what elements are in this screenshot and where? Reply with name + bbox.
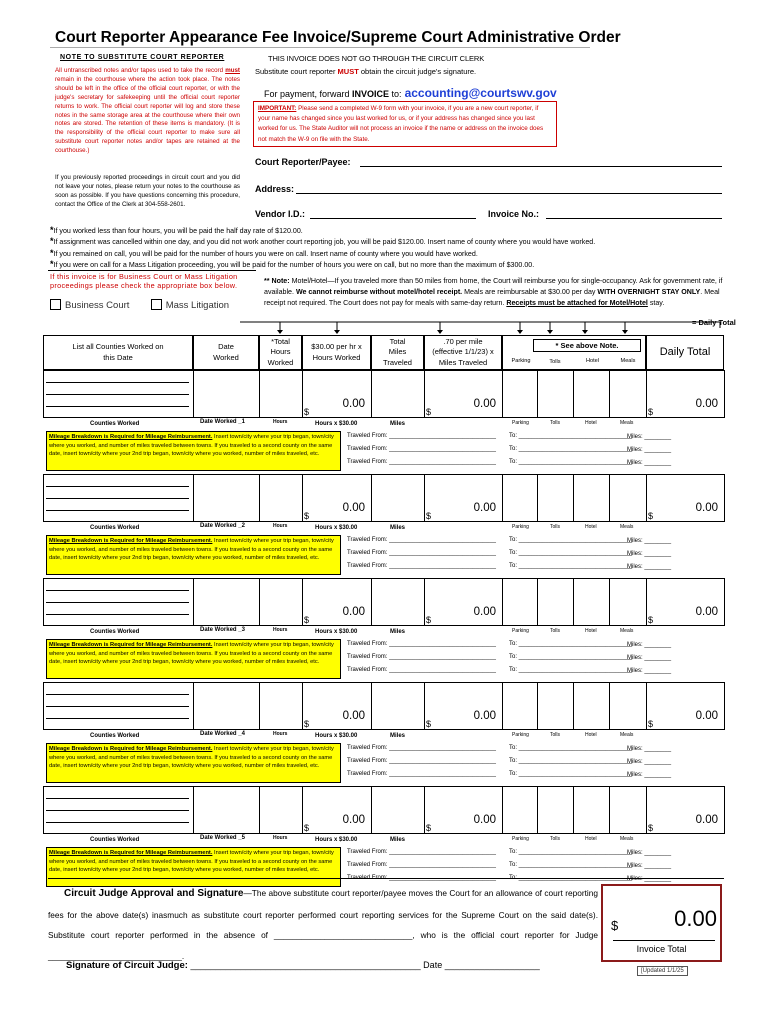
to-field[interactable]: To: __________________________________: [509, 758, 633, 764]
entry-cell[interactable]: [302, 474, 372, 522]
traveled-from-field[interactable]: Traveled From: ________________________________: [347, 654, 496, 660]
star-note-3: *If you remained on call, you will be paid for the number of hours you were on call. Insert name of county where you would have worked.: [50, 247, 478, 258]
entry-cell[interactable]: [537, 474, 574, 522]
entry-cell[interactable]: [302, 682, 372, 730]
entry-cell[interactable]: [302, 578, 372, 626]
mileage-breakdown-note: Mileage Breakdown is Required for Mileage Reimbursement. Insert town/city where your trip began, town/city where you worked, and number of miles traveled between towns. If you traveled to a second county on the same date, insert town/city where your 2nd trip began, town/city where you worked, number of miles traveled, etc.: [46, 639, 341, 679]
caption-hours: Hours: [273, 731, 288, 737]
county-line[interactable]: [46, 510, 189, 511]
caption-counties: Counties Worked: [90, 837, 140, 843]
entry-cell[interactable]: [424, 578, 503, 626]
miles-field[interactable]: Miles: ________: [627, 772, 672, 778]
dollar-sign: $: [304, 511, 310, 521]
miles-field[interactable]: Miles: ________: [627, 668, 672, 674]
caption-hours: Hours: [273, 835, 288, 841]
miles-field[interactable]: Miles: ________: [627, 538, 672, 544]
forward-instruction: For payment, forward INVOICE to: accounting@courtswv.gov: [264, 86, 557, 100]
header-hotel: Hotel: [585, 358, 600, 364]
entry-cell[interactable]: [193, 682, 260, 730]
caption-miles: Miles: [390, 629, 406, 635]
header-parking: Parking: [511, 358, 531, 364]
caption-meals: Meals: [620, 732, 634, 738]
county-line[interactable]: [46, 602, 189, 603]
motel-note: ** Note: Motel/Hotel—If you traveled more than 50 miles from home, the Court will reimburse you for single-occupancy. Ask for government rate, if available. We cannot reimburse without motel/hotel receipt. Meals are reimbursable at $30.00 per day WITH OVERNIGHT STAY ONLY. Meal receipt not required. The Court does not pay for meals with same-day return. Receipts must be attached for Motel/Hotel stay.: [264, 277, 723, 307]
entry-cell[interactable]: [646, 786, 725, 834]
entry-cell[interactable]: [609, 682, 647, 730]
dollar-sign: $: [648, 407, 654, 417]
caption-date: Date Worked _1: [200, 419, 245, 425]
caption-parking: Parking: [512, 836, 529, 842]
traveled-from-field[interactable]: Traveled From: ________________________________: [347, 550, 496, 556]
entry-cell[interactable]: [302, 370, 372, 418]
star-note-4: *If you were on call for a Mass Litigation proceeding, you will be paid for the number of hours you were on call, but no more than the maximum of $300.00.: [50, 258, 535, 269]
amount-value: 0.00: [342, 606, 365, 618]
miles-field[interactable]: Miles: ________: [627, 460, 672, 466]
to-field[interactable]: To: __________________________________: [509, 459, 633, 465]
traveled-from-field[interactable]: Traveled From: ________________________________: [347, 563, 496, 569]
caption-hours-x: Hours x $30.00: [315, 733, 358, 739]
caption-meals: Meals: [620, 836, 634, 842]
amount-value: 0.00: [473, 502, 496, 514]
county-line[interactable]: [46, 394, 189, 395]
star-note-2: *If assignment was cancelled within one day, and you did not work another court reporting job, you will be paid $120.00. Insert name of county where you would have worked.: [50, 236, 596, 247]
header-daily-total: Daily Total: [646, 335, 724, 370]
vendor-label: Vendor I.D.:: [255, 209, 306, 219]
dollar-sign: $: [304, 615, 310, 625]
total-underline: [613, 940, 715, 941]
traveled-from-field[interactable]: Traveled From: ________________________________: [347, 862, 496, 868]
header-meals: Meals: [620, 358, 636, 364]
entry-cell[interactable]: [609, 474, 647, 522]
entry-cell[interactable]: [193, 474, 260, 522]
amount-value: 0.00: [342, 710, 365, 722]
caption-parking: Parking: [512, 628, 529, 634]
caption-hotel: Hotel: [585, 524, 597, 530]
to-field[interactable]: To: __________________________________: [509, 563, 633, 569]
entry-cell[interactable]: [259, 370, 303, 418]
caption-date: Date Worked _4: [200, 731, 245, 737]
dollar-sign: $: [648, 615, 654, 625]
entry-cell[interactable]: [502, 578, 538, 626]
county-line[interactable]: [46, 498, 189, 499]
miles-field[interactable]: Miles: ________: [627, 551, 672, 557]
entry-cell[interactable]: [259, 682, 303, 730]
caption-hotel: Hotel: [585, 628, 597, 634]
mileage-breakdown-note: Mileage Breakdown is Required for Mileage Reimbursement. Insert town/city where your trip began, town/city where you worked, and number of miles traveled between towns. If you traveled to a second county on the same date, insert town/city where your 2nd trip began, town/city where you worked, number of miles traveled, etc.: [46, 535, 341, 575]
caption-counties: Counties Worked: [90, 421, 140, 427]
entry-cell[interactable]: [371, 682, 425, 730]
caption-hours-x: Hours x $30.00: [315, 629, 358, 635]
caption-counties: Counties Worked: [90, 733, 140, 739]
traveled-from-field[interactable]: Traveled From: ________________________________: [347, 667, 496, 673]
entry-cell[interactable]: [371, 370, 425, 418]
entry-cell[interactable]: [502, 786, 538, 834]
dollar-sign: $: [304, 823, 310, 833]
notes-retention-text: All untranscribed notes and/or tapes used to take the record must remain in the courthouse where the action took place. The notes should be left in the office of the official court reporter, or with the judge's secretary for safekeeping until the official court reporter returns to work. The official court reporter will log and store these notes in the same storage area at the courthouse where their own notes are stored. The retention of these items is mandatory. (It is the responsibility of the official court reporter to make sure all substitute court reporter notes and/or tapes are retained at the courthouse.): [55, 67, 240, 155]
dollar-sign: $: [426, 511, 432, 521]
mass-litigation-label: Mass Litigation: [165, 300, 230, 311]
updated-date: [Updated 1/1/25: [637, 966, 688, 976]
business-court-note: If this invoice is for Business Court or Mass Litigation proceedings please check the appropriate box below.: [50, 272, 238, 290]
header-mileage: .70 per mile (effective 1/1/23) x Miles Traveled: [424, 335, 502, 370]
miles-field[interactable]: Miles: ________: [627, 564, 672, 570]
to-field[interactable]: To: __________________________________: [509, 433, 633, 439]
caption-counties: Counties Worked: [90, 525, 140, 531]
miles-field[interactable]: Miles: ________: [627, 850, 672, 856]
to-field[interactable]: To: __________________________________: [509, 667, 633, 673]
dollar-sign: $: [611, 918, 619, 933]
not-through-clerk: THIS INVOICE DOES NOT GO THROUGH THE CIRCUIT CLERK: [268, 54, 485, 63]
county-line[interactable]: [46, 810, 189, 811]
to-field[interactable]: To: __________________________________: [509, 550, 633, 556]
entry-cell[interactable]: [573, 578, 610, 626]
amount-value: 0.00: [695, 814, 718, 826]
entry-cell[interactable]: [193, 578, 260, 626]
entry-cell[interactable]: [646, 578, 725, 626]
county-line[interactable]: [46, 798, 189, 799]
note-header: NOTE TO SUBSTITUTE COURT REPORTER: [60, 54, 225, 61]
notes-return-text: If you previously reported proceedings in circuit court and you did not leave your notes, please return your notes to the courthouse as soon as possible. If you have questions concerning this procedure, contact the Office of the Clerk at 304-558-2601.: [55, 174, 240, 208]
invoice-total-box: [601, 884, 722, 962]
entry-cell[interactable]: [502, 370, 538, 418]
approval-text: Circuit Judge Approval and Signature—The above substitute court reporter/payee moves the Court for an allowance of court reporting fees for the above date(s) inasmuch as substitute court reporter performed court reporting services for the Supreme Court on the said date(s). Substitute court reporter performed in the absence of ______________________________, who is the official court reporter for Judge _____________________________.: [48, 888, 598, 961]
header-counties: List all Counties Worked on this Date: [43, 335, 193, 370]
mileage-breakdown-note: Mileage Breakdown is Required for Mileage Reimbursement. Insert town/city where your trip began, town/city where you worked, and number of miles traveled between towns. If you traveled to a second county on the same date, insert town/city where your 2nd trip began, town/city where you worked, number of miles traveled, etc.: [46, 743, 341, 783]
amount-value: 0.00: [342, 814, 365, 826]
star-note-1: *If you worked less than four hours, you will be paid the half day rate of $120.00.: [50, 225, 303, 235]
caption-hours: Hours: [273, 419, 288, 425]
amount-value: 0.00: [473, 606, 496, 618]
court-reporter-label: Court Reporter/Payee:: [255, 157, 351, 167]
traveled-from-field[interactable]: Traveled From: ________________________________: [347, 771, 496, 777]
amount-value: 0.00: [695, 398, 718, 410]
miles-field[interactable]: Miles: ________: [627, 642, 672, 648]
header-rate: $30.00 per hr x Hours Worked: [302, 335, 371, 370]
county-line[interactable]: [46, 822, 189, 823]
email-link[interactable]: accounting@courtswv.gov: [404, 86, 557, 100]
county-line[interactable]: [46, 614, 189, 615]
dollar-sign: $: [648, 511, 654, 521]
header-miles: Total Miles Traveled: [371, 335, 424, 370]
entry-cell[interactable]: [259, 578, 303, 626]
business-court-label: Business Court: [65, 300, 130, 311]
amount-value: 0.00: [695, 606, 718, 618]
traveled-from-field[interactable]: Traveled From: ________________________________: [347, 758, 496, 764]
caption-hours-x: Hours x $30.00: [315, 421, 358, 427]
miles-field[interactable]: Miles: ________: [627, 863, 672, 869]
caption-counties: Counties Worked: [90, 629, 140, 635]
caption-parking: Parking: [512, 732, 529, 738]
to-field[interactable]: To: __________________________________: [509, 745, 633, 751]
entry-cell[interactable]: [609, 578, 647, 626]
caption-miles: Miles: [390, 837, 406, 843]
county-line[interactable]: [46, 382, 189, 383]
caption-meals: Meals: [620, 628, 634, 634]
caption-hours: Hours: [273, 627, 288, 633]
see-note-box: * See above Note.: [533, 339, 641, 352]
caption-miles: Miles: [390, 421, 406, 427]
amount-value: 0.00: [342, 398, 365, 410]
to-field[interactable]: To: __________________________________: [509, 862, 633, 868]
daily-total-arrow-label: = Daily Total: [692, 318, 736, 327]
caption-date: Date Worked _3: [200, 627, 245, 633]
entry-cell[interactable]: [646, 474, 725, 522]
mileage-breakdown-note: Mileage Breakdown is Required for Mileage Reimbursement. Insert town/city where your trip began, town/city where you worked, and number of miles traveled between towns. If you traveled to a second county on the same date, insert town/city where your 2nd trip began, town/city where you worked, number of miles traveled, etc.: [46, 431, 341, 471]
to-field[interactable]: To: __________________________________: [509, 446, 633, 452]
entry-cell[interactable]: [646, 682, 725, 730]
header-tolls: Tolls: [549, 359, 561, 365]
mileage-breakdown-note: Mileage Breakdown is Required for Mileage Reimbursement. Insert town/city where your trip began, town/city where you worked, and number of miles traveled between towns. If you traveled to a second county on the same date, insert town/city where your 2nd trip began, town/city where you worked, number of miles traveled, etc.: [46, 847, 341, 887]
miles-field[interactable]: Miles: ________: [627, 655, 672, 661]
caption-parking: Parking: [512, 420, 529, 426]
entry-cell[interactable]: [573, 474, 610, 522]
invoice-total-amount: 0.00: [674, 906, 717, 931]
entry-cell[interactable]: [259, 786, 303, 834]
entry-cell[interactable]: [537, 786, 574, 834]
dollar-sign: $: [304, 407, 310, 417]
entry-cell[interactable]: [609, 370, 647, 418]
caption-miles: Miles: [390, 733, 406, 739]
caption-date: Date Worked _2: [200, 523, 245, 529]
to-field[interactable]: To: __________________________________: [509, 849, 633, 855]
traveled-from-field[interactable]: Traveled From: ________________________________: [347, 446, 496, 452]
caption-hotel: Hotel: [585, 836, 597, 842]
entry-cell[interactable]: [424, 786, 503, 834]
to-field[interactable]: To: __________________________________: [509, 654, 633, 660]
county-line[interactable]: [46, 706, 189, 707]
amount-value: 0.00: [695, 502, 718, 514]
caption-parking: Parking: [512, 524, 529, 530]
miles-field[interactable]: Miles: ________: [627, 447, 672, 453]
address-label: Address:: [255, 184, 295, 194]
signature-row: Signature of Circuit Judge: ______________________________________________ Date ___________________: [66, 960, 540, 971]
header-date: Date Worked: [193, 335, 259, 370]
traveled-from-field[interactable]: Traveled From: ________________________________: [347, 433, 496, 439]
entry-cell[interactable]: [371, 786, 425, 834]
dollar-sign: $: [426, 615, 432, 625]
miles-field[interactable]: Miles: ________: [627, 759, 672, 765]
entry-cell[interactable]: [646, 370, 725, 418]
county-line[interactable]: [46, 590, 189, 591]
header-hours: *Total Hours Worked: [259, 335, 302, 370]
traveled-from-field[interactable]: Traveled From: ________________________________: [347, 875, 496, 881]
to-field[interactable]: To: __________________________________: [509, 641, 633, 647]
important-box: IMPORTANT: Please send a completed W-9 form with your invoice, if you are a new court reporter, if your name has changed since you last worked for us, or if your address has changed since you last worked for us. The State Auditor will not process an invoice if the name or address on the invoice does not match the W-9 on file with the State.: [253, 101, 557, 147]
county-line[interactable]: [46, 486, 189, 487]
county-line[interactable]: [46, 406, 189, 407]
caption-date: Date Worked _5: [200, 835, 245, 841]
entry-cell[interactable]: [371, 578, 425, 626]
traveled-from-field[interactable]: Traveled From: ________________________________: [347, 641, 496, 647]
judge-signature-note: Substitute court reporter MUST obtain the circuit judge's signature.: [255, 67, 477, 76]
dollar-sign: $: [426, 719, 432, 729]
arrow-lines: [0, 0, 770, 345]
county-line[interactable]: [46, 694, 189, 695]
to-field[interactable]: To: __________________________________: [509, 875, 633, 881]
to-field[interactable]: To: __________________________________: [509, 537, 633, 543]
entry-cell[interactable]: [573, 370, 610, 418]
invoice-no-label: Invoice No.:: [488, 209, 540, 219]
county-line[interactable]: [46, 718, 189, 719]
page-title: Court Reporter Appearance Fee Invoice/Supreme Court Administrative Order: [55, 29, 621, 46]
dollar-sign: $: [304, 719, 310, 729]
caption-hotel: Hotel: [585, 420, 597, 426]
dollar-sign: $: [426, 407, 432, 417]
miles-field[interactable]: Miles: ________: [627, 434, 672, 440]
miles-field[interactable]: Miles: ________: [627, 746, 672, 752]
amount-value: 0.00: [695, 710, 718, 722]
to-field[interactable]: To: __________________________________: [509, 771, 633, 777]
entry-cell[interactable]: [537, 682, 574, 730]
traveled-from-field[interactable]: Traveled From: ________________________________: [347, 537, 496, 543]
entry-cell[interactable]: [371, 474, 425, 522]
traveled-from-field[interactable]: Traveled From: ________________________________: [347, 459, 496, 465]
amount-value: 0.00: [473, 398, 496, 410]
caption-tolls: Tolls: [550, 420, 561, 426]
caption-hours-x: Hours x $30.00: [315, 837, 358, 843]
entry-cell[interactable]: [537, 370, 574, 418]
entry-cell[interactable]: [193, 786, 260, 834]
entry-cell[interactable]: [573, 786, 610, 834]
amount-value: 0.00: [342, 502, 365, 514]
dollar-sign: $: [648, 823, 654, 833]
caption-tolls: Tolls: [550, 836, 561, 842]
traveled-from-field[interactable]: Traveled From: ________________________________: [347, 745, 496, 751]
invoice-total-label: Invoice Total: [636, 944, 687, 954]
caption-meals: Meals: [620, 524, 634, 530]
entry-cell[interactable]: [573, 682, 610, 730]
entry-cell[interactable]: [609, 786, 647, 834]
caption-tolls: Tolls: [550, 732, 561, 738]
caption-miles: Miles: [390, 525, 406, 531]
entry-cell[interactable]: [502, 474, 538, 522]
approval-divider: [48, 878, 724, 879]
entry-cell[interactable]: [537, 578, 574, 626]
entry-cell[interactable]: [424, 370, 503, 418]
caption-meals: Meals: [620, 420, 634, 426]
dollar-sign: $: [648, 719, 654, 729]
caption-tolls: Tolls: [550, 524, 561, 530]
amount-value: 0.00: [473, 814, 496, 826]
entry-cell[interactable]: [424, 682, 503, 730]
caption-hours-x: Hours x $30.00: [315, 525, 358, 531]
dollar-sign: $: [426, 823, 432, 833]
entry-cell[interactable]: [259, 474, 303, 522]
entry-cell[interactable]: [302, 786, 372, 834]
entry-cell[interactable]: [193, 370, 260, 418]
traveled-from-field[interactable]: Traveled From: ________________________________: [347, 849, 496, 855]
miles-field[interactable]: Miles: ________: [627, 876, 672, 882]
caption-hours: Hours: [273, 523, 288, 529]
amount-value: 0.00: [473, 710, 496, 722]
entry-cell[interactable]: [502, 682, 538, 730]
caption-tolls: Tolls: [550, 628, 561, 634]
entry-cell[interactable]: [424, 474, 503, 522]
caption-hotel: Hotel: [585, 732, 597, 738]
